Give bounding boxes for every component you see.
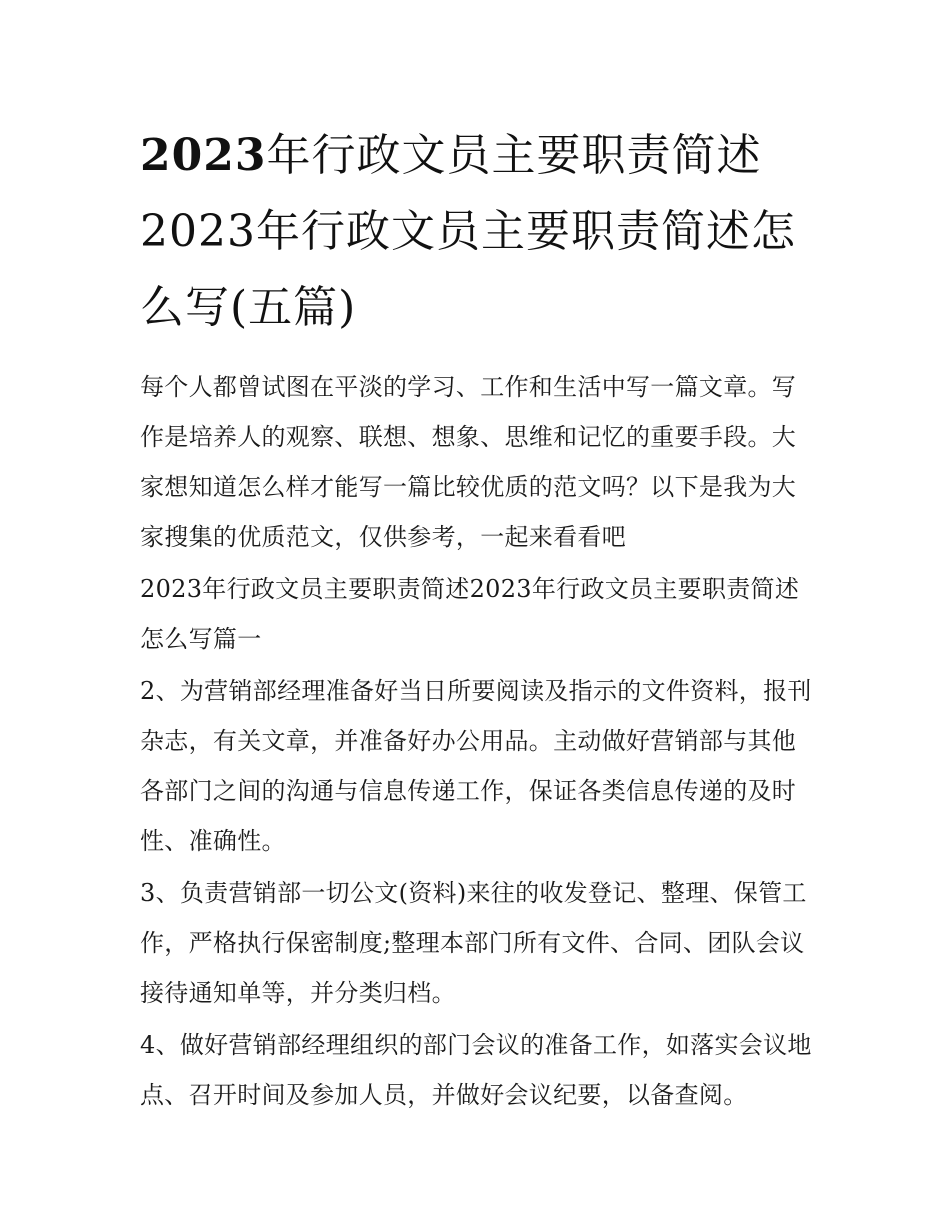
document-title	[140, 118, 812, 346]
list-item: 4、做好营销部经理组织的部门会议的准备工作，如落实会议地点、召开时间及参加人员，并做好会议纪要，以备查阅。	[140, 1031, 812, 1109]
list-item: 2、为营销部经理准备好当日所要阅读及指示的文件资料，报刊杂志，有关文章，并准备好办公用品。主动做好营销部与其他各部门之间的沟通与信息传递工作，保证各类信息传递的及时性、准确性。	[140, 677, 812, 855]
intro-paragraph: 每个人都曾试图在平淡的学习、工作和生活中写一篇文章。写作是培养人的观察、联想、想象、思维和记忆的重要手段。大家想知道怎么样才能写一篇比较优质的范文吗？以下是我为大家搜集的优质范文，仅供参考，一起来看看吧	[140, 373, 797, 551]
list-item: 3、负责营销部一切公文(资料)来往的收发登记、整理、保管工作，严格执行保密制度;整理本部门所有文件、合同、团队会议接待通知单等，并分类归档。	[140, 879, 807, 1007]
title-text: 年行政文员主要职责简述2023年行政文员主要职责简述怎么写(五篇)	[140, 130, 796, 333]
section-subtitle: 2023年行政文员主要职责简述2023年行政文员主要职责简述怎么写篇一	[140, 575, 800, 653]
document-content	[140, 118, 812, 1120]
title-year: 2023	[140, 130, 267, 181]
